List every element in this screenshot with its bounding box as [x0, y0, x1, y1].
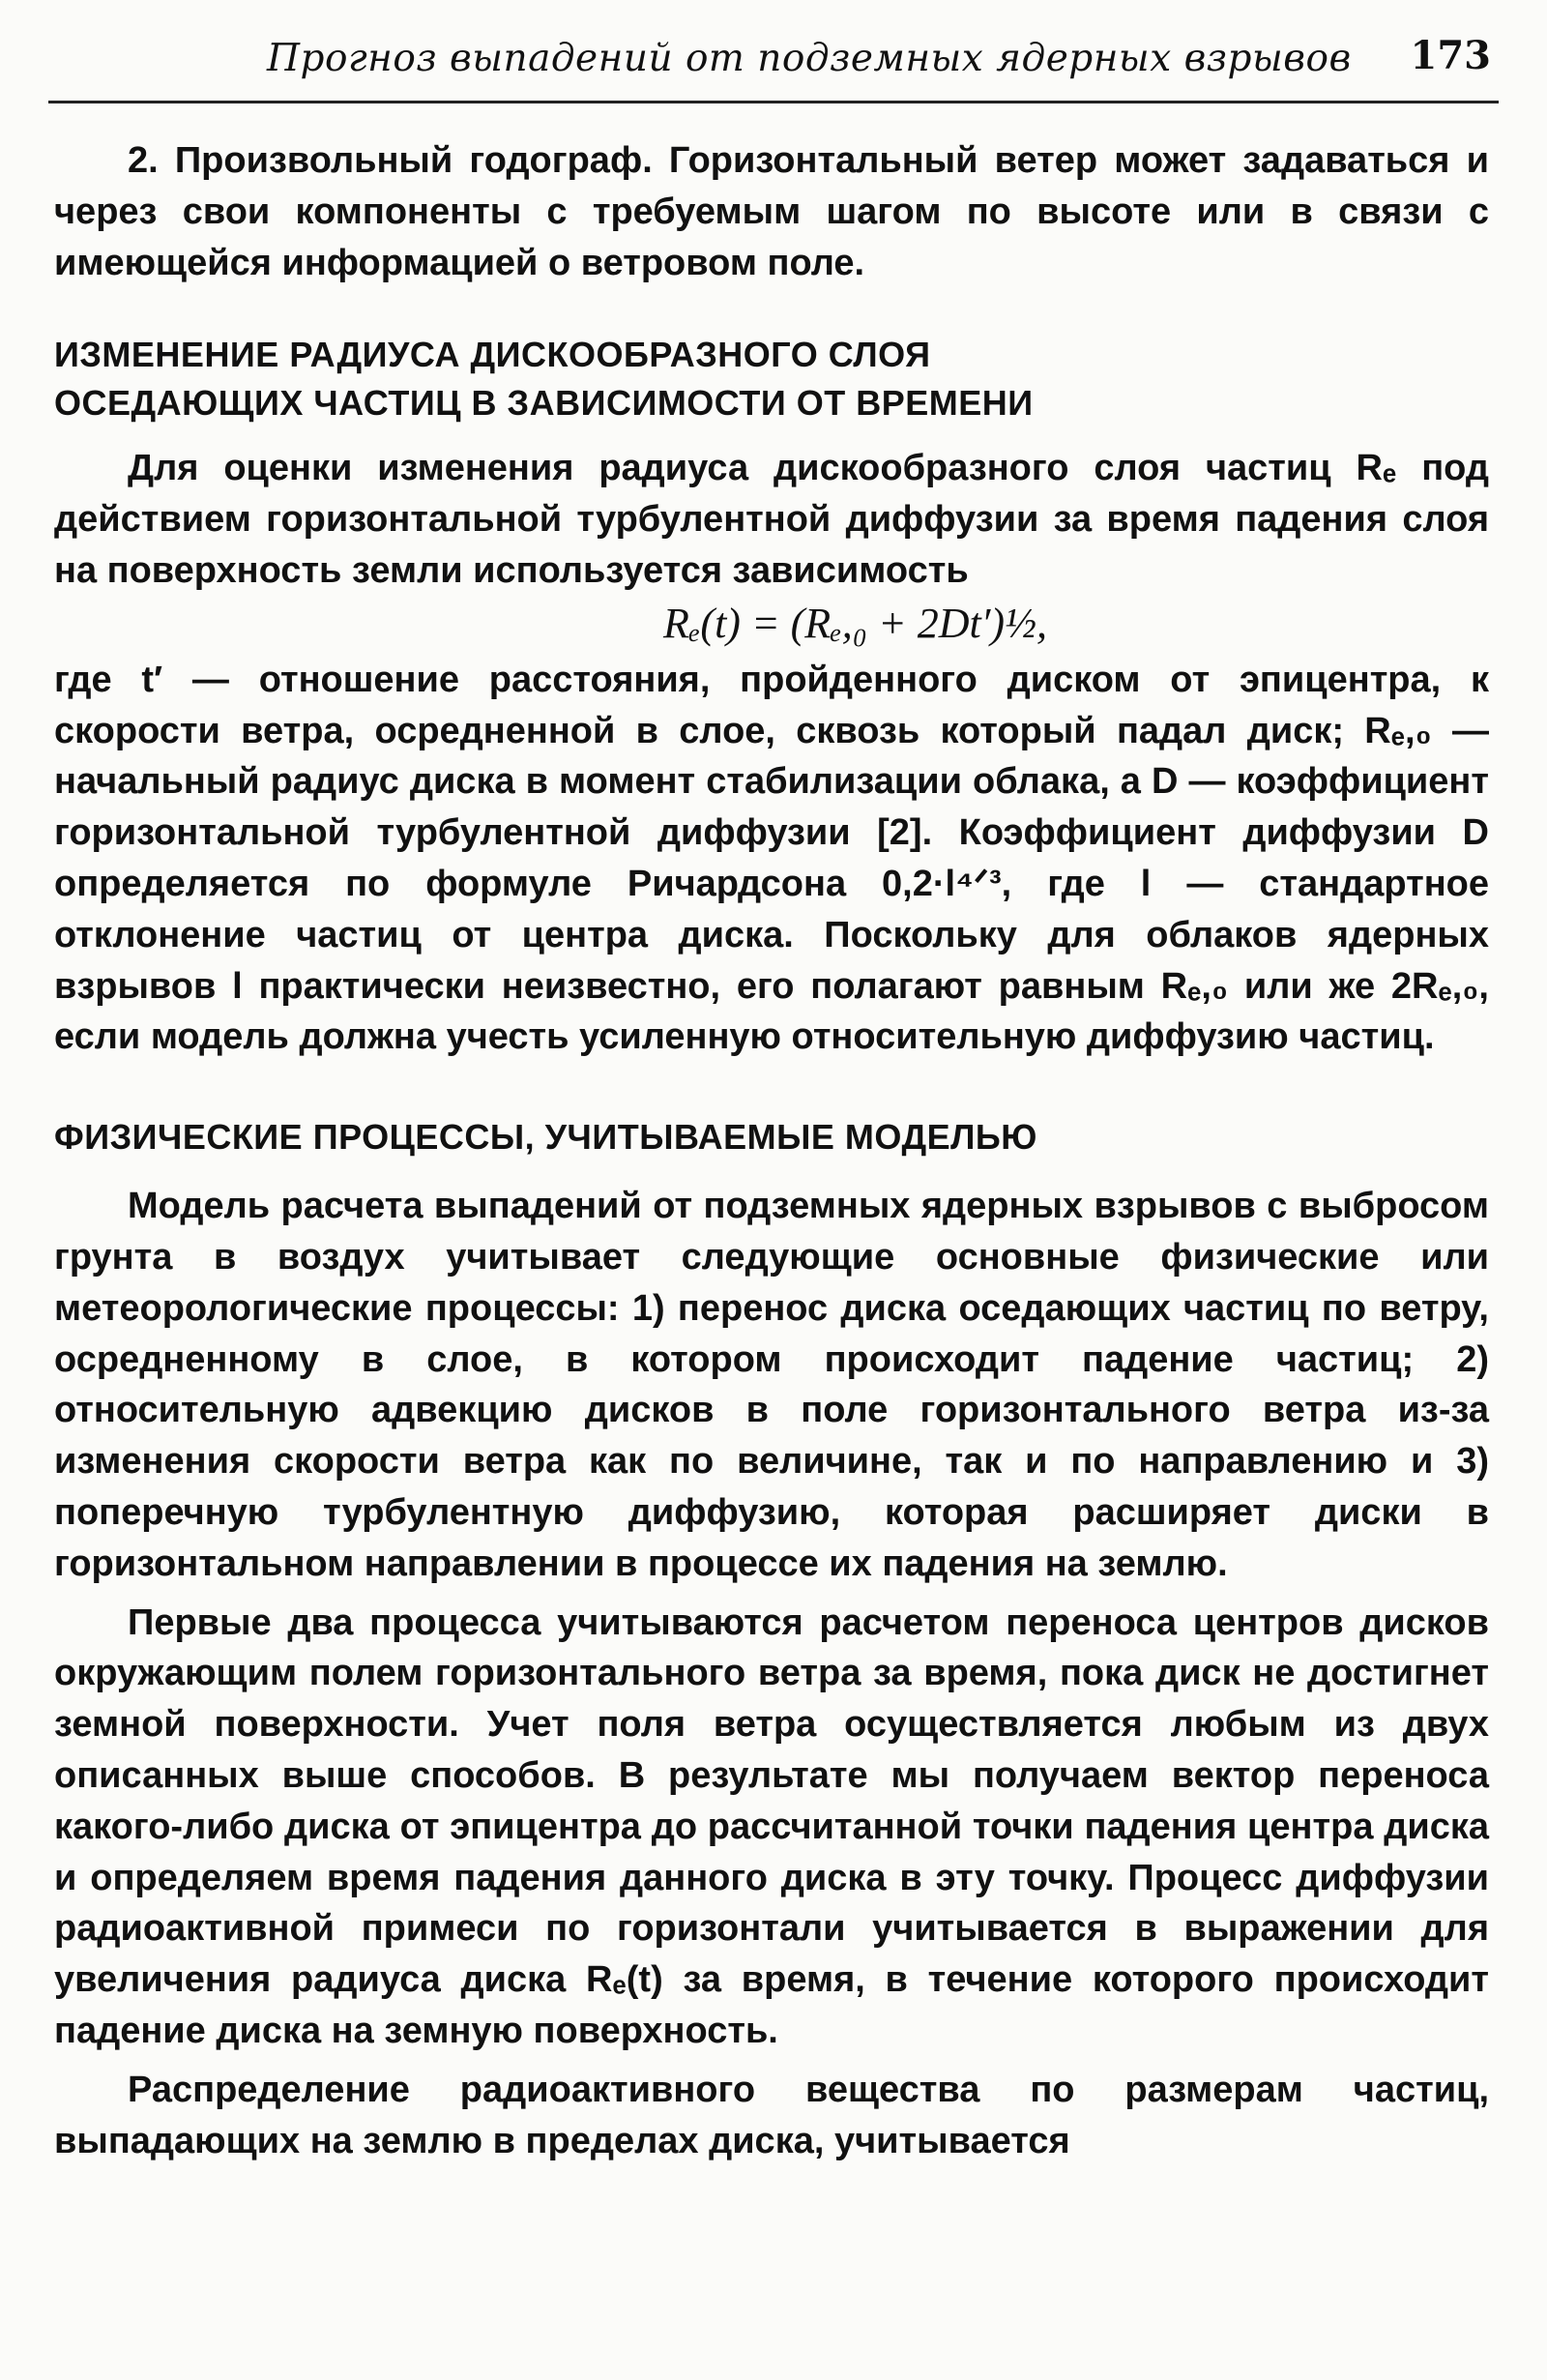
running-title: Прогноз выпадений от подземных ядерных взрывов: [267, 37, 1352, 80]
radius-formula: Rₑ(t) = (Rₑ,₀ + 2Dt′)½,: [663, 599, 1047, 647]
radius-heading-line-1: ИЗМЕНЕНИЕ РАДИУСА ДИСКООБРАЗНОГО СЛОЯ: [54, 335, 931, 375]
radius-paragraph-1: Для оценки изменения радиуса дискообразного слоя частиц Rₑ под действием горизонтальной турбулентной диффузии за время падения слоя на поверхность земли используется зависимость: [54, 448, 1489, 591]
processes-paragraph: Модель расчета выпадений от подземных ядерных взрывов с выбросом грунта в воздух учитывает следующие основные физические или метеорологические процессы: 1) перенос диска оседающих частиц по ветру, осредненному в слое, в котором происходит падение частиц; 2) относительную адвекцию дисков в поле горизонтального ветра из-за изменения скорости ветра как по величине, так и по направлению и 3) поперечную турбулентную диффузию, которая расширяет диски в горизонтальном направлении в процессе их падения на землю.: [54, 1186, 1489, 1584]
radius-heading-line-2: ОСЕДАЮЩИХ ЧАСТИЦ В ЗАВИСИМОСТИ ОТ ВРЕМЕНИ: [54, 383, 1034, 424]
processes-heading: ФИЗИЧЕСКИЕ ПРОЦЕССЫ, УЧИТЫВАЕМЫЕ МОДЕЛЬЮ: [54, 1117, 1037, 1158]
page-body: [54, 135, 1489, 2166]
distribution-paragraph: Распределение радиоактивного вещества по размерам частиц, выпадающих на землю в пределах диска, учитывается: [54, 2069, 1489, 2161]
radius-paragraph-2: где t′ — отношение расстояния, пройденного диском от эпицентра, к скорости ветра, осредненной в слое, сквозь который падал диск; Rₑ,₀ — начальный радиус диска в момент стабилизации облака, а D — коэффициент горизонтальной турбулентной диффузии [2]. Коэффициент диффузии D определяется по формуле Ричардсона 0,2·l⁴ᐟ³, где l — стандартное отклонение частиц от центра диска. Поскольку для облаков ядерных взрывов l практически неизвестно, его полагают равным Rₑ,₀ или же 2Rₑ,₀, если модель должна учесть усиленную относительную диффузию частиц.: [54, 659, 1489, 1058]
page-header: [48, 33, 1499, 103]
page-number: 173: [1410, 33, 1491, 78]
hodograph-paragraph: 2. Произвольный годограф. Горизонтальный ветер может задаваться и через свои компоненты с требуемым шагом по высоте или в связи с имеющейся информацией о ветровом поле.: [54, 140, 1489, 283]
first-two-processes-paragraph: Первые два процесса учитываются расчетом переноса центров дисков окружающим полем горизонтального ветра за время, пока диск не достигнет земной поверхности. Учет поля ветра осуществляется любым из двух описанных выше способов. В результате мы получаем вектор переноса какого-либо диска от эпицентра до рассчитанной точки падения центра диска и определяем время падения данного диска в эту точку. Процесс диффузии радиоактивной примеси по горизонтали учитывается в выражении для увеличения радиуса диска Rₑ(t) за время, в течение которого происходит падение диска на земную поверхность.: [54, 1601, 1489, 2051]
